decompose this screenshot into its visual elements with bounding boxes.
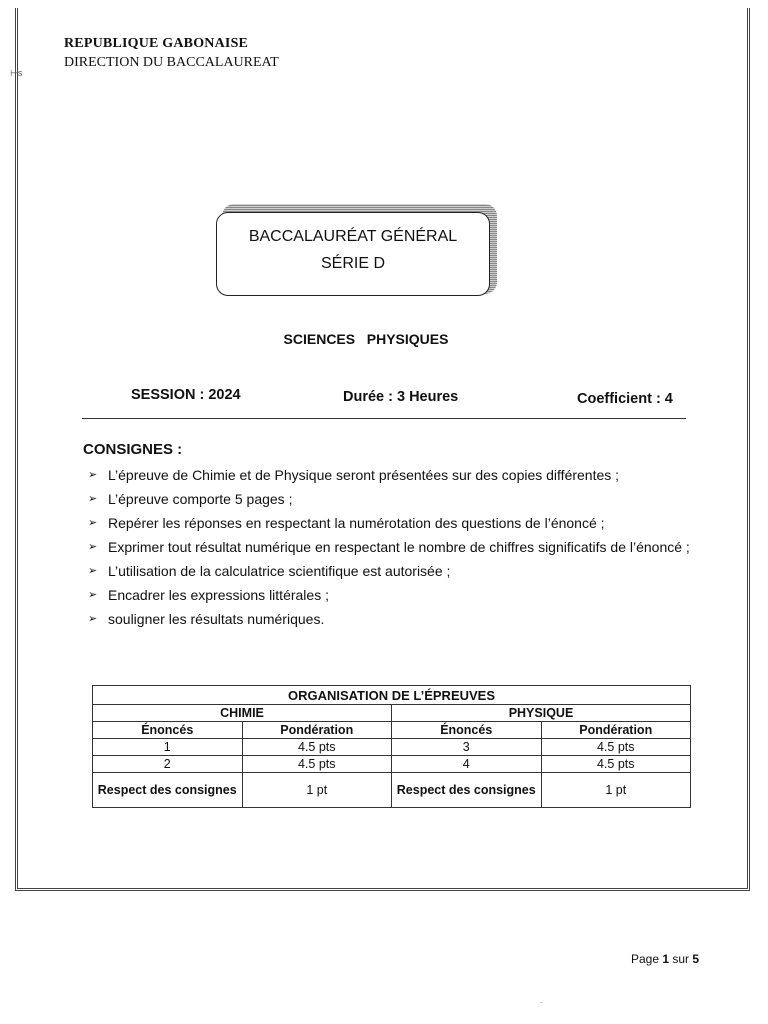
table-cell: Respect des consignes xyxy=(392,773,542,808)
arrow-bullet-icon: ➢ xyxy=(88,517,98,529)
table-row xyxy=(93,722,691,739)
column-header: Énoncés xyxy=(93,722,243,739)
exam-duration: Durée : 3 Heures xyxy=(343,389,459,405)
table-cell: 2 xyxy=(93,756,243,773)
arrow-bullet-icon: ➢ xyxy=(88,469,98,481)
list-item: ➢ Exprimer tout résultat numérique en respectant le nombre de chiffres significatifs de l’énoncé ; xyxy=(88,539,690,555)
table-row xyxy=(93,686,691,705)
table-cell: 4.5 pts xyxy=(541,756,691,773)
arrow-bullet-icon: ➢ xyxy=(88,589,98,601)
arrow-bullet-icon: ➢ xyxy=(88,493,98,505)
consignes-list xyxy=(88,466,713,634)
exam-title-box xyxy=(216,212,490,296)
list-item: ➢ Repérer les réponses en respectant la numérotation des questions de l’énoncé ; xyxy=(88,515,605,531)
list-item: ➢ Encadrer les expressions littérales ; xyxy=(88,587,329,603)
arrow-bullet-icon: ➢ xyxy=(88,613,98,625)
table-cell: 4.5 pts xyxy=(242,756,392,773)
exam-series: SÉRIE D xyxy=(320,255,385,272)
table-cell: Respect des consignes xyxy=(93,773,243,808)
document-header xyxy=(64,36,279,71)
table-row xyxy=(93,705,691,722)
table-cell: 3 xyxy=(392,739,542,756)
column-header: Énoncés xyxy=(392,722,542,739)
table-cell: 1 pt xyxy=(541,773,691,808)
arrow-bullet-icon: ➢ xyxy=(88,565,98,577)
table-row xyxy=(93,739,691,756)
scan-speck: - xyxy=(540,998,543,1007)
table-cell: 4.5 pts xyxy=(541,739,691,756)
table-cell: 1 pt xyxy=(242,773,392,808)
arrow-bullet-icon: ➢ xyxy=(88,541,98,553)
table-row xyxy=(93,773,691,808)
country-name: REPUBLIQUE GABONAISE xyxy=(64,36,249,51)
list-item: ➢ L’épreuve de Chimie et de Physique seront présentées sur des copies différentes ; xyxy=(88,467,620,483)
page-number: Page 1 sur 5 xyxy=(631,952,700,966)
organisation-table xyxy=(92,685,691,808)
direction-name: DIRECTION DU BACCALAUREAT xyxy=(64,55,279,70)
table-title: ORGANISATION DE L’ÉPREUVES xyxy=(93,686,691,705)
exam-title: BACCALAURÉAT GÉNÉRAL xyxy=(248,228,458,245)
margin-mark: ⊢s xyxy=(10,68,23,78)
section-physique: PHYSIQUE xyxy=(392,705,691,722)
table-row xyxy=(93,756,691,773)
list-item: ➢ souligner les résultats numériques. xyxy=(88,611,325,627)
column-header: Pondération xyxy=(242,722,392,739)
subject-title: SCIENCES PHYSIQUES xyxy=(283,331,449,347)
table-cell: 4 xyxy=(392,756,542,773)
session-year: SESSION : 2024 xyxy=(131,387,241,403)
list-item: ➢ L’épreuve comporte 5 pages ; xyxy=(88,491,293,507)
column-header: Pondération xyxy=(541,722,691,739)
divider-line xyxy=(82,418,686,419)
list-item: ➢ L’utilisation de la calculatrice scientifique est autorisée ; xyxy=(88,563,451,579)
exam-coefficient: Coefficient : 4 xyxy=(577,391,673,407)
table-cell: 4.5 pts xyxy=(242,739,392,756)
consignes-heading: CONSIGNES : xyxy=(83,441,183,458)
table-cell: 1 xyxy=(93,739,243,756)
section-chimie: CHIMIE xyxy=(93,705,392,722)
